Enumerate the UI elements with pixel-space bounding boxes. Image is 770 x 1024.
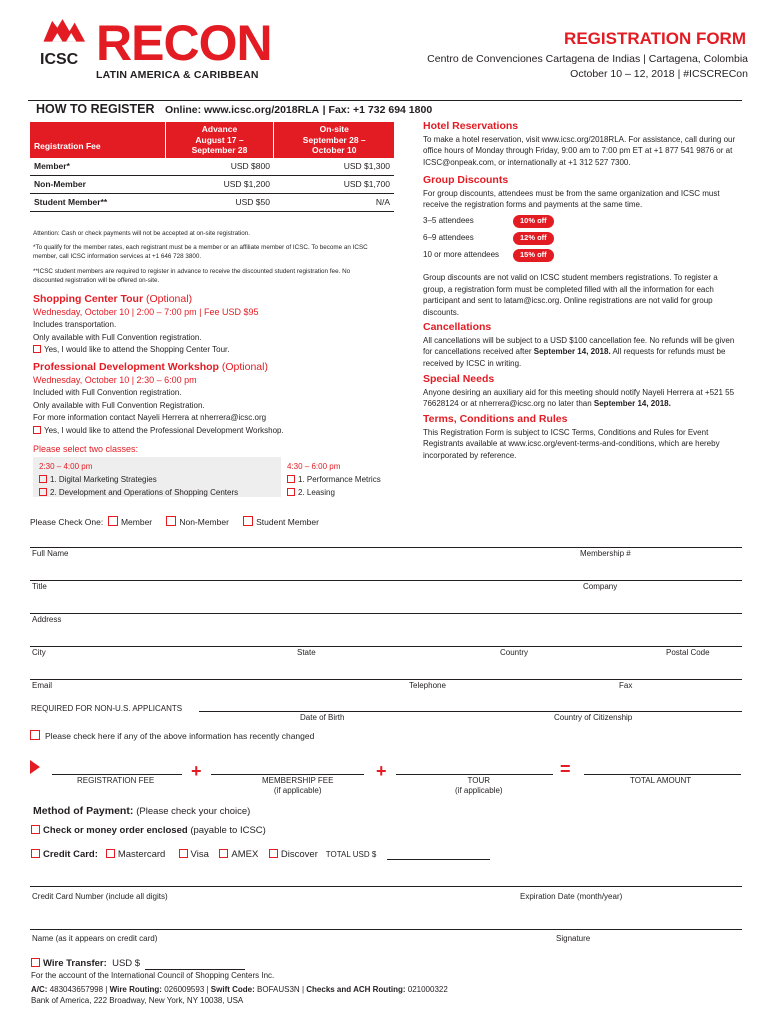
list-item: 3–5 attendees 10% off: [423, 215, 563, 232]
tour-checkbox[interactable]: [33, 345, 41, 353]
fee-advance: USD $1,200: [165, 176, 274, 194]
fee-row-label: Non-Member: [30, 176, 165, 194]
group-section: [423, 174, 741, 211]
recon-subtitle: LATIN AMERICA & CARIBBEAN: [96, 69, 259, 81]
name-on-card-label: Name (as it appears on credit card): [32, 934, 158, 943]
fee-onsite: USD $1,700: [274, 176, 394, 194]
terms-title: Terms, Conditions and Rules: [423, 413, 568, 425]
hotel-section: [423, 120, 741, 168]
special-needs-text: Anyone desiring an auxiliary aid for this meeting should notify Nayeli Herrera at +521 55 76628124 or at nherrera@icsc.org no later than September 14, 2018.: [423, 387, 735, 409]
tour-title: Shopping Center Tour (Optional): [33, 293, 193, 305]
terms-text: This Registration Form is subject to ICSC Terms, Conditions and Rules for Event Registrants available at www.icsc.org/event-terms-and-conditions, which are hereby incorporated by reference.: [423, 427, 720, 460]
equals-icon: =: [560, 759, 571, 779]
student-label: Student Member: [256, 517, 319, 527]
fee-onsite: USD $1,300: [274, 158, 394, 176]
amex-checkbox[interactable]: [219, 849, 228, 858]
total-amount-field[interactable]: [584, 774, 741, 775]
form-title: REGISTRATION FORM: [564, 29, 746, 48]
group-text: For group discounts, attendees must be from the same organization and ICSC must receive the registration forms and payments at the same time.: [423, 188, 720, 210]
mastercard-checkbox[interactable]: [106, 849, 115, 858]
fee-header-onsite: On-site September 28 – October 10: [274, 122, 394, 158]
tour-line1: Includes transportation.: [33, 320, 117, 330]
tour-fee-field[interactable]: [396, 774, 553, 775]
non-us-label: REQUIRED FOR NON-U.S. APPLICANTS: [31, 704, 183, 713]
class-checkbox[interactable]: [287, 488, 295, 496]
group-text-2: Group discounts are not valid on ICSC student members registrations. To register a group, a registration form must be completed filled with all the information for each participant and sent to latam@icsc.org. Online registrations are not valid for group discounts.: [423, 273, 718, 317]
class-checkbox[interactable]: [287, 475, 295, 483]
company-label: Company: [583, 582, 618, 591]
online-link[interactable]: Online: www.icsc.org/2018RLA: [164, 104, 320, 116]
credit-card-row: Credit Card: Mastercard Visa AMEX Discover TOTAL USD $: [31, 849, 376, 861]
workshop-line2: Only available with Full Convention Registration.: [33, 400, 205, 410]
total-usd-field[interactable]: [387, 859, 490, 860]
address-label: Address: [32, 615, 62, 624]
fee-note-member: *To qualify for the member rates, each registrant must be a member or an affiliate member of ICSC. To become an ICSC member, call ICSC information services at +1 646 728 3800.: [33, 244, 368, 260]
icsc-logo-icon: [40, 14, 92, 52]
class-time: 2:30 – 4:00 pm: [39, 462, 93, 471]
how-to-register-heading: HOW TO REGISTER Online: www.icsc.org/2018RLA | Fax: +1 732 694 1800: [36, 102, 433, 116]
group-title: Group Discounts: [423, 174, 509, 186]
dates-text: October 10 – 12, 2018 | #ICSCRECon: [570, 68, 748, 80]
group-tiers: [423, 215, 563, 266]
tour-fee-label: TOUR (if applicable): [455, 776, 503, 796]
signature-label: Signature: [556, 934, 591, 943]
name-on-card-field[interactable]: [30, 929, 742, 930]
fee-advance: USD $800: [165, 158, 274, 176]
venue-text: Centro de Convenciones Cartagena de Indias | Cartagena, Colombia: [427, 53, 748, 65]
visa-checkbox[interactable]: [179, 849, 188, 858]
workshop-checkbox[interactable]: [33, 426, 41, 434]
country-label: Country: [500, 648, 529, 657]
discount-badge: 15% off: [513, 249, 554, 262]
non-member-label: Non-Member: [179, 517, 229, 527]
classes-prompt: Please select two classes:: [33, 444, 139, 454]
student-checkbox[interactable]: [243, 516, 253, 526]
check-one-label: Please Check One:: [30, 517, 104, 527]
wire-transfer-row[interactable]: Wire Transfer: USD $: [31, 958, 140, 970]
table-row: [30, 158, 394, 176]
member-label: Member: [120, 517, 153, 527]
info-changed-checkbox[interactable]: [30, 730, 40, 740]
fee-note-cash: Attention: Cash or check payments will not be accepted at on-site registration.: [33, 230, 251, 237]
postal-code-label: Postal Code: [666, 648, 710, 657]
payment-heading: Method of Payment: (Please check your choice): [33, 805, 251, 817]
fax-label: Fax: [619, 681, 633, 690]
classes-col-2: [281, 457, 395, 497]
email-row-field[interactable]: [30, 679, 742, 680]
class-time: 4:30 – 6:00 pm: [287, 462, 341, 471]
tour-when: Wednesday, October 10 | 2:00 – 7:00 pm | Fee USD $95: [33, 306, 259, 317]
tour-checkbox-row[interactable]: Yes, I would like to attend the Shopping Center Tour.: [33, 345, 393, 355]
dob-label: Date of Birth: [300, 713, 345, 722]
fee-row-label: Student Member**: [30, 194, 165, 212]
bank-address: Bank of America, 222 Broadway, New York, NY 10038, USA: [31, 996, 244, 1005]
class-option[interactable]: 2. Development and Operations of Shopping Centers: [39, 487, 238, 500]
discover-checkbox[interactable]: [269, 849, 278, 858]
title-label: Title: [32, 582, 47, 591]
membership-label: Membership #: [580, 549, 631, 558]
fee-row-label: Member*: [30, 158, 165, 176]
plus-icon: +: [376, 761, 387, 781]
discount-badge: 12% off: [513, 232, 554, 245]
discount-badge: 10% off: [513, 215, 554, 228]
classes-box: [33, 457, 395, 497]
table-row: [30, 194, 394, 212]
class-checkbox[interactable]: [39, 488, 47, 496]
registration-fee-field[interactable]: [52, 774, 182, 775]
special-needs-section: [423, 373, 741, 410]
total-usd-label: TOTAL USD $: [325, 850, 377, 859]
recon-wordmark: RECON: [96, 15, 272, 71]
wire-account-text: For the account of the International Council of Shopping Centers Inc.: [31, 971, 275, 980]
wire-details: A/C: 483043657998 | Wire Routing: 026009593 | Swift Code: BOFAUS3N | Checks and ACH Routing: 021000322: [31, 985, 448, 994]
total-amount-label: TOTAL AMOUNT: [630, 776, 692, 785]
telephone-label: Telephone: [409, 681, 446, 690]
city-label: City: [32, 648, 46, 657]
list-item: 6–9 attendees 12% off: [423, 232, 563, 249]
membership-fee-field[interactable]: [211, 774, 364, 775]
fee-onsite: N/A: [274, 194, 394, 212]
workshop-section: [33, 361, 393, 436]
member-checkbox[interactable]: [108, 516, 118, 526]
terms-section: [423, 413, 741, 461]
cancellations-section: [423, 321, 741, 369]
cancellations-title: Cancellations: [423, 321, 492, 333]
table-row: [30, 176, 394, 194]
cc-number-field[interactable]: [30, 886, 742, 887]
list-item: 10 or more attendees 15% off: [423, 249, 563, 266]
member-type-row: [30, 516, 319, 528]
check-payment-row[interactable]: Check or money order enclosed (payable to ICSC): [31, 825, 266, 837]
expiration-label: Expiration Date (month/year): [520, 892, 623, 901]
registration-fee-label: REGISTRATION FEE: [77, 776, 155, 785]
workshop-line1: Included with Full Convention registration.: [33, 388, 182, 398]
info-changed-label: Please check here if any of the above information has recently changed: [45, 731, 315, 741]
hotel-text: To make a hotel reservation, visit www.icsc.org/2018RLA. For assistance, call during our office hours of Monday through Friday, 9:00 am to 7:00 pm ET at +1 877 541 9876 or at ICSC@onpeak.com, or internationally at +1 312 527 7300.: [423, 134, 736, 167]
class-option[interactable]: 1. Performance Metrics: [287, 474, 395, 487]
wire-transfer-checkbox[interactable]: [31, 958, 40, 967]
state-label: State: [297, 648, 316, 657]
full-name-label: Full Name: [32, 549, 69, 558]
arrow-icon: [30, 760, 40, 774]
title-company-field[interactable]: [30, 580, 742, 581]
full-name-field[interactable]: [30, 547, 742, 548]
fax-number: Fax: +1 732 694 1800: [328, 104, 433, 116]
info-changed-row[interactable]: [30, 730, 314, 742]
fee-table: [30, 122, 394, 212]
icsc-wordmark: ICSC: [40, 51, 79, 68]
fee-note-student: **ICSC student members are required to register in advance to receive the discounted student registration fee. No discounted registration will be offered on-site.: [33, 268, 351, 284]
email-label: Email: [32, 681, 53, 690]
classes-col-1: [39, 461, 238, 499]
cc-number-label: Credit Card Number (include all digits): [32, 892, 168, 901]
check-payment-checkbox[interactable]: [31, 825, 40, 834]
tour-section: [33, 293, 393, 356]
workshop-line3: For more information contact Nayeli Herrera at nherrera@icsc.org: [33, 413, 267, 423]
credit-card-checkbox[interactable]: [31, 849, 40, 858]
special-needs-title: Special Needs: [423, 373, 495, 385]
city-row-field[interactable]: [30, 646, 742, 647]
workshop-title: Professional Development Workshop (Optional): [33, 361, 268, 373]
dob-citizenship-field[interactable]: [199, 711, 742, 712]
wire-amount-field[interactable]: [145, 969, 245, 970]
class-checkbox[interactable]: [39, 475, 47, 483]
plus-icon: +: [191, 761, 202, 781]
fee-header-advance: Advance August 17 – September 28: [165, 122, 274, 158]
citizenship-label: Country of Citizenship: [554, 713, 633, 722]
hotel-title: Hotel Reservations: [423, 120, 519, 132]
class-option[interactable]: 2. Leasing: [287, 487, 395, 500]
fee-header-label: Registration Fee: [30, 122, 165, 158]
class-option[interactable]: 1. Digital Marketing Strategies: [39, 474, 238, 487]
non-member-checkbox[interactable]: [166, 516, 176, 526]
workshop-checkbox-row[interactable]: Yes, I would like to attend the Professional Development Workshop.: [33, 426, 393, 436]
workshop-when: Wednesday, October 10 | 2:30 – 6:00 pm: [33, 374, 197, 385]
fee-advance: USD $50: [165, 194, 274, 212]
tour-line2: Only available with Full Convention registration.: [33, 332, 202, 342]
cancellations-text: All cancellations will be subject to a USD $100 cancellation fee. No refunds will be given for cancellations received after September 14, 2018. All requests for refunds must be received by ICSC in writing.: [423, 335, 735, 368]
how-to-register-title: HOW TO REGISTER: [36, 102, 155, 116]
address-field[interactable]: [30, 613, 742, 614]
membership-fee-label: MEMBERSHIP FEE (if applicable): [262, 776, 334, 796]
